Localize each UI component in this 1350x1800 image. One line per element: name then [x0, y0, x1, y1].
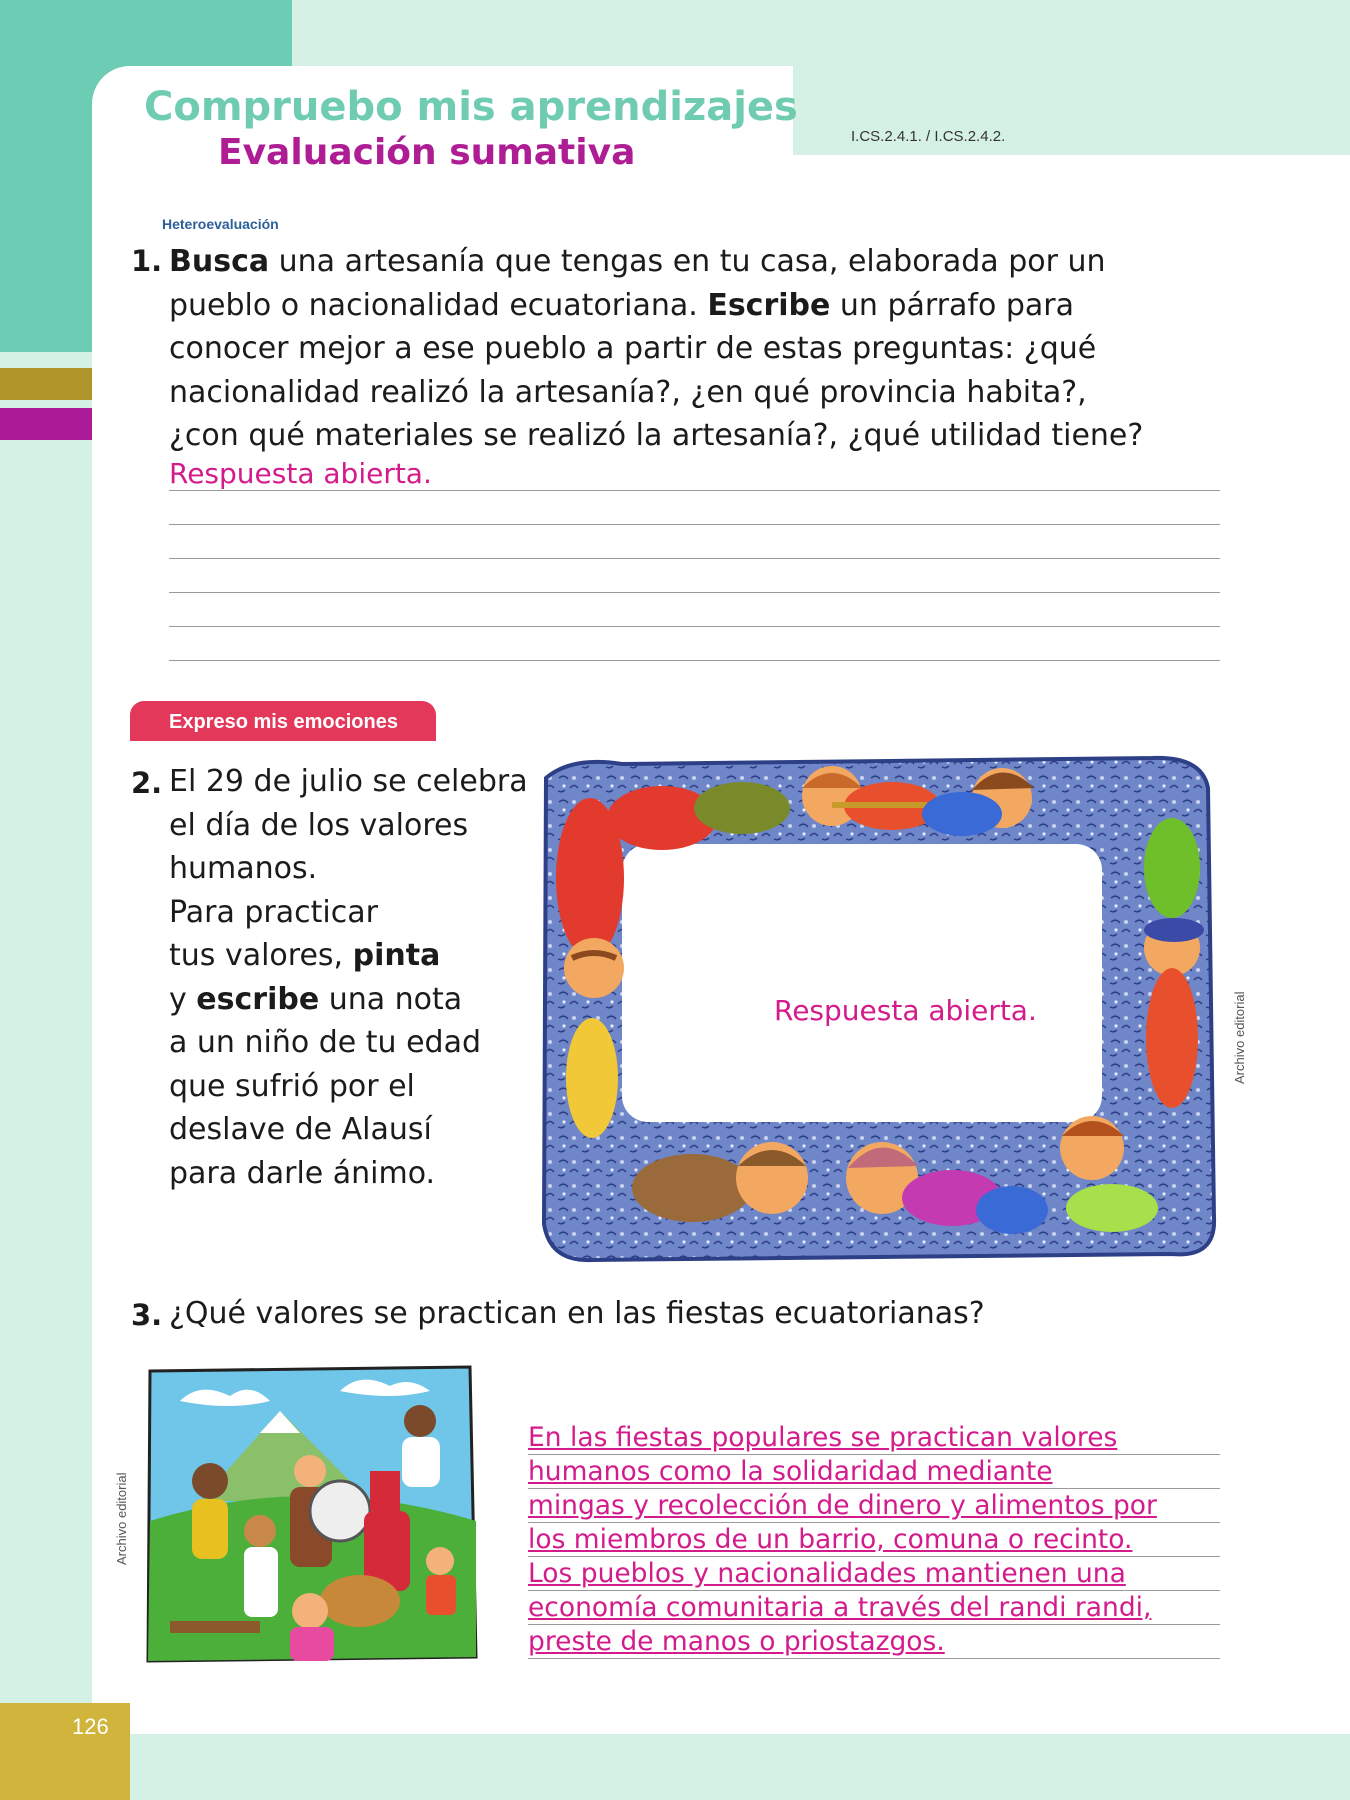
answer-line: En las fiestas populares se practican valores — [528, 1421, 1220, 1455]
answer-rule — [169, 626, 1220, 627]
answer-rule — [169, 524, 1220, 525]
question-1-answer: Respuesta abierta. — [169, 457, 432, 490]
answer-line: economía comunitaria a través del randi randi, — [528, 1591, 1220, 1625]
page-subtitle: Evaluación sumativa — [218, 132, 636, 173]
question-2-line: que sufrió por el — [169, 1068, 415, 1104]
answer-line: Los pueblos y nacionalidades mantienen una — [528, 1557, 1220, 1591]
answer-line: mingas y recolección de dinero y alimentos por — [528, 1489, 1220, 1523]
section-label: Heteroevaluación — [162, 216, 279, 232]
question-1-line: nacionalidad realizó la artesanía?, ¿en qué provincia habita?, — [169, 374, 1087, 410]
question-2-answer: Respuesta abierta. — [774, 994, 1037, 1027]
answer-rule — [169, 660, 1220, 661]
question-3-text: ¿Qué valores se practican en las fiestas ecuatorianas? — [169, 1296, 985, 1331]
question-2-number: 2. — [131, 766, 163, 800]
indicator-codes: I.CS.2.4.1. / I.CS.2.4.2. — [851, 128, 1006, 145]
answer-line: preste de manos o priostazgos. — [528, 1625, 1220, 1659]
image-credit: Archivo editorial — [114, 1472, 129, 1565]
side-olive-stripe — [0, 368, 92, 400]
question-2-line: y escribe una nota — [169, 981, 463, 1017]
question-2-line: a un niño de tu edad — [169, 1025, 482, 1060]
question-2-line: tus valores, pinta — [169, 938, 441, 973]
question-1-line: conocer mejor a ese pueblo a partir de estas preguntas: ¿qué — [169, 331, 1097, 366]
question-3-number: 3. — [131, 1298, 163, 1332]
answer-rule — [169, 490, 1220, 491]
page-number-block — [0, 1703, 130, 1800]
question-2-line: para darle ánimo. — [169, 1155, 436, 1191]
question-2-line: el día de los valores — [169, 807, 469, 843]
question-1-line: Busca una artesanía que tengas en tu casa, elaborada por un — [169, 244, 1106, 279]
answer-line: humanos como la solidaridad mediante — [528, 1455, 1220, 1489]
question-1-text — [169, 240, 1143, 458]
question-1-number: 1. — [131, 244, 163, 278]
question-1-line: ¿con qué materiales se realizó la artesanía?, ¿qué utilidad tiene? — [169, 418, 1144, 453]
question-1-line: pueblo o nacionalidad ecuatoriana. Escribe un párrafo para — [169, 287, 1075, 323]
question-2-line: Para practicar — [169, 894, 378, 930]
question-2-text — [169, 760, 528, 1195]
page-number: 126 — [72, 1714, 109, 1739]
answer-rule — [169, 592, 1220, 593]
festival-illustration — [140, 1361, 482, 1667]
emotions-tab: Expreso mis emociones — [130, 701, 436, 741]
question-2-line: deslave de Alausí — [169, 1112, 432, 1147]
bottom-band — [0, 1734, 1350, 1800]
question-2-line: El 29 de julio se celebra — [169, 764, 528, 799]
page-title: Compruebo mis aprendizajes — [144, 84, 798, 130]
image-credit: Archivo editorial — [1232, 991, 1247, 1084]
question-3-answer — [528, 1421, 1220, 1659]
question-2-line: humanos. — [169, 851, 318, 886]
answer-rule — [169, 558, 1220, 559]
answer-line: los miembros de un barrio, comuna o recinto. — [528, 1523, 1220, 1557]
side-magenta-stripe — [0, 408, 92, 440]
